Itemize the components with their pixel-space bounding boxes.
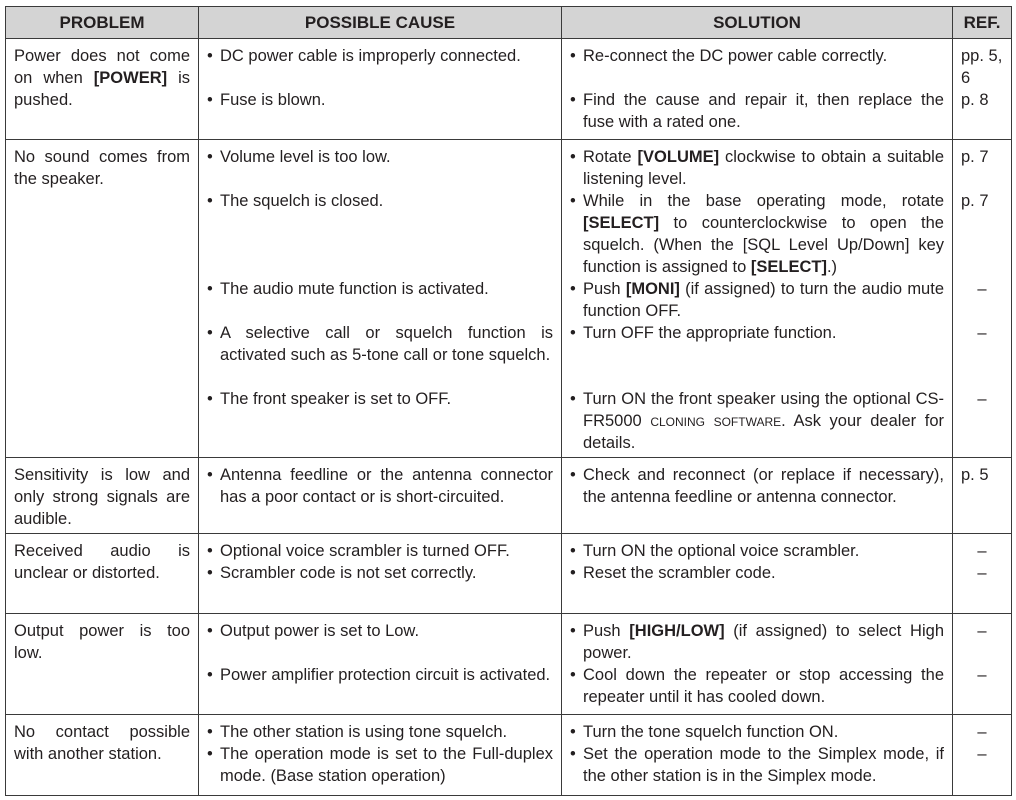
ref-cell [953, 39, 1012, 140]
ref-item: – [977, 390, 987, 408]
cause-cell [199, 140, 562, 458]
cause-item: • Output power is set to Low. [207, 622, 420, 640]
cause-item: • The front speaker is set to OFF. [207, 390, 452, 408]
solution-cell [562, 39, 953, 140]
ref-cell [953, 715, 1012, 796]
ref-item: pp. 5, 6 [961, 47, 1003, 87]
table-row [6, 140, 1012, 458]
solution-cell [562, 715, 953, 796]
ref-item: p. 8 [961, 91, 989, 109]
problem-cell [6, 614, 199, 715]
cause-cell [199, 458, 562, 534]
ref-item: – [977, 564, 987, 582]
cause-item: • The audio mute function is activated. [207, 280, 489, 298]
solution-item: • Cool down the repeater or stop accessing the repeater until it has cooled down. [570, 666, 944, 706]
ref-cell [953, 534, 1012, 614]
problem-text [14, 45, 190, 111]
cause-cell [199, 614, 562, 715]
problem-text-part: is pushed. [14, 69, 191, 109]
ref-item: p. 7 [961, 148, 989, 166]
problem-cell [6, 715, 199, 796]
cause-item: • The squelch is closed. [207, 192, 384, 210]
problem-text-part: Power does not come on when [14, 47, 190, 87]
moni-key-label: [MONI] [625, 280, 680, 298]
problem-text: Output power is too low. [14, 622, 190, 662]
cause-item: • Scrambler code is not set correctly. [207, 564, 477, 582]
ref-item: – [977, 542, 987, 560]
table-row [6, 534, 1012, 614]
solution-cell [562, 534, 953, 614]
table-row [6, 458, 1012, 534]
cause-item: • Volume level is too low. [207, 148, 391, 166]
volume-key-label: [VOLUME] [637, 148, 720, 166]
header-solution: SOLUTION [562, 7, 953, 39]
cause-item: • The operation mode is set to the Full-duplex mode. (Base station operation) [207, 745, 553, 785]
solution-item: • Rotate [VOLUME] clockwise to obtain a suitable listening level. [570, 148, 944, 188]
solution-item: • Push [HIGH/LOW] (if assigned) to select High power. [570, 622, 944, 662]
problem-text: No contact possible with another station. [14, 723, 190, 763]
select-key-label: [SELECT] [583, 214, 660, 232]
troubleshooting-table [5, 6, 1012, 796]
solution-item: • Check and reconnect (or replace if necessary), the antenna feedline or antenna connector. [570, 466, 944, 506]
header-ref: REF. [953, 7, 1012, 39]
ref-item: – [977, 280, 987, 298]
solution-item: • Reset the scrambler code. [570, 564, 776, 582]
table-row [6, 715, 1012, 796]
solution-item: • Turn ON the front speaker using the optional CS-FR5000 cloning software. Ask your dealer for details. [570, 390, 944, 452]
solution-item: • Push [MONI] (if assigned) to turn the audio mute function OFF. [570, 280, 944, 320]
ref-item: – [977, 324, 987, 342]
solution-item: • Set the operation mode to the Simplex mode, if the other station is in the Simplex mode. [570, 745, 944, 785]
cause-cell [199, 534, 562, 614]
ref-item: p. 7 [961, 192, 989, 210]
select-key-label: [SELECT] [750, 258, 827, 276]
problem-text: Sensitivity is low and only strong signals are audible. [14, 466, 190, 528]
problem-cell [6, 458, 199, 534]
problem-text: No sound comes from the speaker. [14, 148, 190, 188]
cloning-software-label: cloning software [650, 412, 782, 430]
solution-item: • Turn OFF the appropriate function. [570, 324, 837, 342]
ref-item: – [977, 745, 987, 763]
solution-cell [562, 140, 953, 458]
cause-item: • Antenna feedline or the antenna connector has a poor contact or is short-circuited. [207, 466, 553, 506]
ref-item: – [977, 666, 987, 684]
problem-cell [6, 534, 199, 614]
cause-cell [199, 715, 562, 796]
ref-cell [953, 140, 1012, 458]
cause-cell [199, 39, 562, 140]
problem-cell [6, 39, 199, 140]
header-problem: PROBLEM [6, 7, 199, 39]
cause-item: • Power amplifier protection circuit is activated. [207, 666, 551, 684]
solution-cell [562, 614, 953, 715]
header-row [6, 7, 1012, 39]
solution-item: • Re-connect the DC power cable correctly. [570, 47, 888, 65]
ref-item: – [977, 723, 987, 741]
solution-item: • Find the cause and repair it, then replace the fuse with a rated one. [570, 91, 944, 131]
cause-item: • DC power cable is improperly connected. [207, 47, 521, 65]
cause-item: • The other station is using tone squelch. [207, 723, 508, 741]
ref-cell [953, 614, 1012, 715]
solution-cell [562, 458, 953, 534]
ref-cell [953, 458, 1012, 534]
cause-item: • Optional voice scrambler is turned OFF. [207, 542, 510, 560]
cause-item: • A selective call or squelch function is activated such as 5-tone call or tone squelch. [207, 324, 553, 364]
cause-item: • Fuse is blown. [207, 91, 326, 109]
high-low-key-label: [HIGH/LOW] [629, 622, 725, 640]
ref-item: – [977, 622, 987, 640]
solution-item: • While in the base operating mode, rotate [SELECT] to counterclockwise to open the squelch. (When the [SQL Level Up/Down] key function is assigned to [SELECT].) [570, 192, 944, 276]
solution-item: • Turn the tone squelch function ON. [570, 723, 839, 741]
header-possible-cause: POSSIBLE CAUSE [199, 7, 562, 39]
table-row [6, 39, 1012, 140]
power-key-label: [POWER] [93, 69, 168, 87]
table-row [6, 614, 1012, 715]
solution-item: • Turn ON the optional voice scrambler. [570, 542, 860, 560]
problem-text: Received audio is unclear or distorted. [14, 542, 190, 582]
ref-item: p. 5 [961, 466, 989, 484]
problem-cell [6, 140, 199, 458]
